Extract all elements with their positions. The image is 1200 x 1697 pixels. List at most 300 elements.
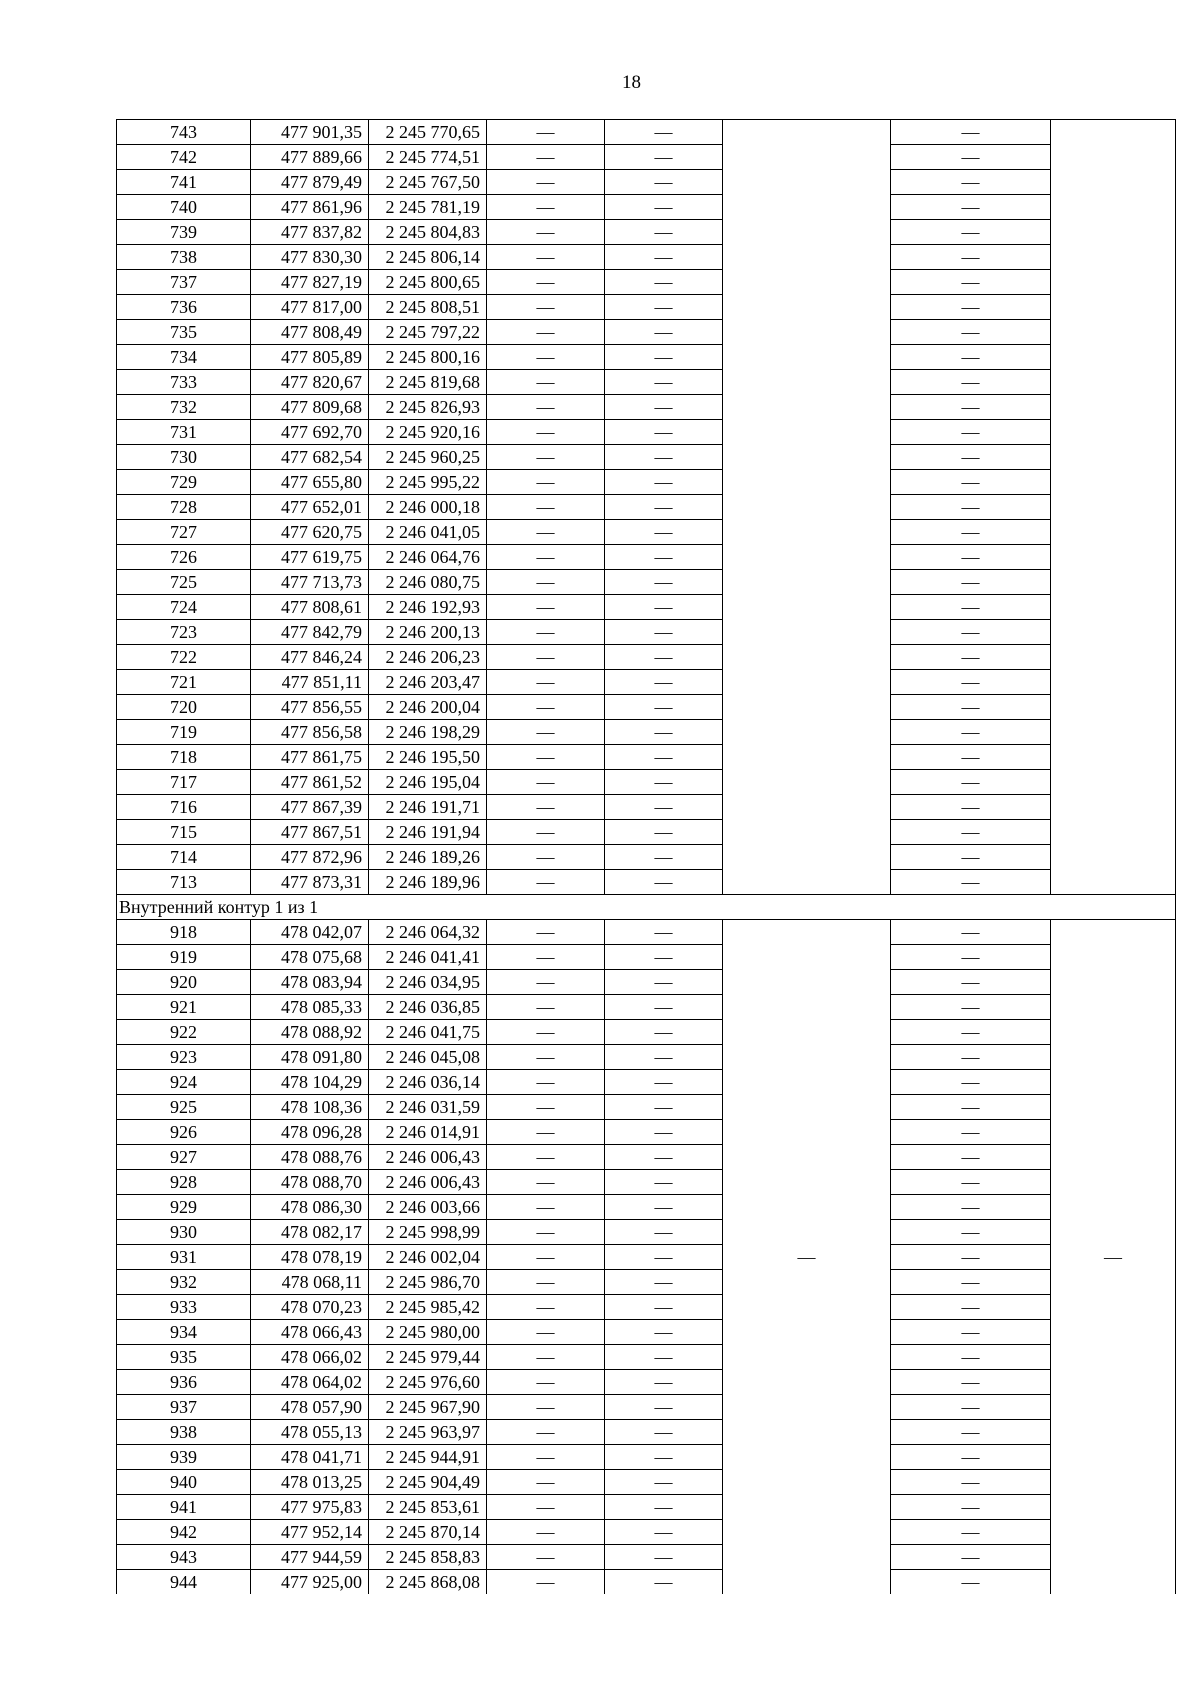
dash-cell: — [487, 870, 605, 895]
y-coordinate: 2 246 195,50 [369, 745, 487, 770]
y-coordinate: 2 245 960,25 [369, 445, 487, 470]
y-coordinate: 2 246 203,47 [369, 670, 487, 695]
dash-cell: — [891, 1320, 1051, 1345]
dash-cell: — [487, 1370, 605, 1395]
dash-cell: — [891, 1495, 1051, 1520]
dash-cell: — [605, 545, 723, 570]
y-coordinate: 2 246 064,76 [369, 545, 487, 570]
table-row [117, 1545, 1176, 1570]
dash-cell: — [487, 445, 605, 470]
y-coordinate: 2 245 826,93 [369, 395, 487, 420]
dash-cell: — [605, 1170, 723, 1195]
dash-cell: — [605, 220, 723, 245]
point-number: 936 [117, 1370, 251, 1395]
table-row [117, 1495, 1176, 1520]
point-number: 713 [117, 870, 251, 895]
dash-cell: — [891, 1420, 1051, 1445]
dash-cell: — [605, 1545, 723, 1570]
y-coordinate: 2 246 000,18 [369, 495, 487, 520]
dash-cell: — [487, 195, 605, 220]
point-number: 732 [117, 395, 251, 420]
dash-cell: — [605, 395, 723, 420]
dash-cell: — [605, 645, 723, 670]
x-coordinate: 477 889,66 [251, 145, 369, 170]
dash-cell: — [487, 295, 605, 320]
x-coordinate: 477 975,83 [251, 1495, 369, 1520]
dash-cell: — [487, 1320, 605, 1345]
point-number: 733 [117, 370, 251, 395]
dash-cell: — [487, 1295, 605, 1320]
y-coordinate: 2 245 998,99 [369, 1220, 487, 1245]
table-row [117, 1145, 1176, 1170]
x-coordinate: 477 820,67 [251, 370, 369, 395]
page-number: 18 [622, 72, 641, 93]
dash-cell: — [487, 245, 605, 270]
dash-cell: — [487, 1395, 605, 1420]
table-row [117, 445, 1176, 470]
point-number: 930 [117, 1220, 251, 1245]
dash-cell: — [891, 1195, 1051, 1220]
table-row [117, 1570, 1176, 1595]
dash-cell: — [605, 1220, 723, 1245]
y-coordinate: 2 245 800,16 [369, 345, 487, 370]
x-coordinate: 477 846,24 [251, 645, 369, 670]
dash-cell: — [487, 845, 605, 870]
dash-cell: — [891, 120, 1051, 145]
y-coordinate: 2 245 770,65 [369, 120, 487, 145]
dash-cell: — [487, 370, 605, 395]
section-row [117, 895, 1176, 920]
dash-cell: — [605, 1295, 723, 1320]
dash-cell: — [891, 595, 1051, 620]
x-coordinate: 478 108,36 [251, 1095, 369, 1120]
x-coordinate: 477 952,14 [251, 1520, 369, 1545]
dash-cell: — [605, 1420, 723, 1445]
x-coordinate: 477 944,59 [251, 1545, 369, 1570]
dash-cell: — [891, 795, 1051, 820]
x-coordinate: 477 652,01 [251, 495, 369, 520]
point-number: 922 [117, 1020, 251, 1045]
point-number: 716 [117, 795, 251, 820]
dash-cell: — [605, 1520, 723, 1545]
dash-cell: — [487, 1570, 605, 1595]
x-coordinate: 477 856,55 [251, 695, 369, 720]
point-number: 923 [117, 1045, 251, 1070]
y-coordinate: 2 245 819,68 [369, 370, 487, 395]
table-row [117, 1020, 1176, 1045]
dash-cell: — [605, 1245, 723, 1270]
y-coordinate: 2 246 041,05 [369, 520, 487, 545]
dash-cell: — [605, 795, 723, 820]
dash-cell: — [487, 995, 605, 1020]
point-number: 943 [117, 1545, 251, 1570]
dash-cell: — [891, 295, 1051, 320]
x-coordinate: 477 861,96 [251, 195, 369, 220]
y-coordinate: 2 245 853,61 [369, 1495, 487, 1520]
dash-cell: — [891, 1520, 1051, 1545]
table-row [117, 545, 1176, 570]
x-coordinate: 478 042,07 [251, 920, 369, 945]
dash-cell: — [487, 220, 605, 245]
x-coordinate: 478 088,76 [251, 1145, 369, 1170]
dash-cell: — [487, 145, 605, 170]
point-number: 937 [117, 1395, 251, 1420]
table-row [117, 1245, 1176, 1270]
dash-cell: — [891, 245, 1051, 270]
dash-cell: — [605, 345, 723, 370]
y-coordinate: 2 245 774,51 [369, 145, 487, 170]
table-row [117, 595, 1176, 620]
dash-cell: — [891, 720, 1051, 745]
dash-cell: — [891, 1345, 1051, 1370]
dash-cell: — [605, 1270, 723, 1295]
x-coordinate: 477 817,00 [251, 295, 369, 320]
point-number: 738 [117, 245, 251, 270]
y-coordinate: 2 246 006,43 [369, 1170, 487, 1195]
x-coordinate: 477 851,11 [251, 670, 369, 695]
x-coordinate: 477 809,68 [251, 395, 369, 420]
dash-cell: — [487, 1195, 605, 1220]
dash-cell: — [891, 1295, 1051, 1320]
y-coordinate: 2 245 963,97 [369, 1420, 487, 1445]
dash-cell: — [487, 970, 605, 995]
dash-cell: — [891, 745, 1051, 770]
table-row [117, 720, 1176, 745]
point-number: 740 [117, 195, 251, 220]
dash-cell: — [487, 1095, 605, 1120]
table-row [117, 170, 1176, 195]
point-number: 739 [117, 220, 251, 245]
dash-cell: — [605, 520, 723, 545]
y-coordinate: 2 246 206,23 [369, 645, 487, 670]
point-number: 920 [117, 970, 251, 995]
point-number: 726 [117, 545, 251, 570]
table-row [117, 645, 1176, 670]
y-coordinate: 2 245 986,70 [369, 1270, 487, 1295]
dash-cell: — [891, 270, 1051, 295]
table-row [117, 295, 1176, 320]
table-row [117, 945, 1176, 970]
point-number: 931 [117, 1245, 251, 1270]
dash-cell: — [891, 495, 1051, 520]
dash-cell: — [605, 1195, 723, 1220]
dash-cell: — [891, 645, 1051, 670]
point-number: 718 [117, 745, 251, 770]
point-number: 928 [117, 1170, 251, 1195]
dash-cell: — [891, 1095, 1051, 1120]
dash-cell: — [487, 1220, 605, 1245]
x-coordinate: 477 827,19 [251, 270, 369, 295]
dash-cell: — [487, 595, 605, 620]
dash-cell: — [605, 995, 723, 1020]
dash-cell: — [891, 570, 1051, 595]
table-row [117, 795, 1176, 820]
table-row [117, 395, 1176, 420]
inner-contour-rows [117, 920, 1176, 1595]
dash-cell: — [605, 1495, 723, 1520]
y-coordinate: 2 246 189,26 [369, 845, 487, 870]
x-coordinate: 478 086,30 [251, 1195, 369, 1220]
point-number: 941 [117, 1495, 251, 1520]
table-row [117, 870, 1176, 895]
table-row [117, 1445, 1176, 1470]
section-header [117, 895, 1176, 920]
dash-cell: — [605, 1095, 723, 1120]
point-number: 720 [117, 695, 251, 720]
dash-cell: — [891, 1445, 1051, 1470]
y-coordinate: 2 245 781,19 [369, 195, 487, 220]
point-number: 935 [117, 1345, 251, 1370]
x-coordinate: 478 083,94 [251, 970, 369, 995]
table-row [117, 495, 1176, 520]
point-number: 933 [117, 1295, 251, 1320]
table-row [117, 970, 1176, 995]
dash-cell: — [605, 1145, 723, 1170]
dash-cell: — [605, 170, 723, 195]
x-coordinate: 478 088,92 [251, 1020, 369, 1045]
x-coordinate: 478 066,02 [251, 1345, 369, 1370]
table-row [117, 1270, 1176, 1295]
x-coordinate: 478 057,90 [251, 1395, 369, 1420]
table-row [117, 745, 1176, 770]
table-row [117, 195, 1176, 220]
dash-cell: — [891, 920, 1051, 945]
dash-cell: — [487, 320, 605, 345]
dash-cell: — [891, 1120, 1051, 1145]
dash-cell: — [487, 270, 605, 295]
inner-merged-cell: — [723, 920, 891, 1595]
point-number: 719 [117, 720, 251, 745]
dash-cell: — [891, 620, 1051, 645]
dash-cell: — [605, 495, 723, 520]
point-number: 919 [117, 945, 251, 970]
dash-cell: — [487, 520, 605, 545]
table-row [117, 470, 1176, 495]
dash-cell: — [891, 345, 1051, 370]
dash-cell: — [605, 420, 723, 445]
dash-cell: — [891, 970, 1051, 995]
y-coordinate: 2 245 767,50 [369, 170, 487, 195]
y-coordinate: 2 246 200,04 [369, 695, 487, 720]
dash-cell: — [487, 1170, 605, 1195]
table-row [117, 145, 1176, 170]
table-row [117, 1095, 1176, 1120]
dash-cell: — [605, 745, 723, 770]
table-row [117, 245, 1176, 270]
table-row [117, 570, 1176, 595]
table-row [117, 820, 1176, 845]
x-coordinate: 477 925,00 [251, 1570, 369, 1595]
dash-cell: — [891, 1470, 1051, 1495]
x-coordinate: 477 856,58 [251, 720, 369, 745]
y-coordinate: 2 246 189,96 [369, 870, 487, 895]
y-coordinate: 2 245 976,60 [369, 1370, 487, 1395]
table-row [117, 920, 1176, 945]
x-coordinate: 478 096,28 [251, 1120, 369, 1145]
point-number: 934 [117, 1320, 251, 1345]
dash-cell: — [891, 145, 1051, 170]
x-coordinate: 477 867,51 [251, 820, 369, 845]
x-coordinate: 477 808,49 [251, 320, 369, 345]
table-row [117, 1470, 1176, 1495]
y-coordinate: 2 246 034,95 [369, 970, 487, 995]
dash-cell: — [891, 320, 1051, 345]
table-row [117, 1120, 1176, 1145]
dash-cell: — [891, 1170, 1051, 1195]
x-coordinate: 477 655,80 [251, 470, 369, 495]
y-coordinate: 2 245 980,00 [369, 1320, 487, 1345]
dash-cell: — [605, 1345, 723, 1370]
dash-cell: — [605, 945, 723, 970]
dash-cell: — [891, 845, 1051, 870]
dash-cell: — [487, 945, 605, 970]
point-number: 722 [117, 645, 251, 670]
table-row [117, 1195, 1176, 1220]
x-coordinate: 478 088,70 [251, 1170, 369, 1195]
x-coordinate: 477 692,70 [251, 420, 369, 445]
point-number: 918 [117, 920, 251, 945]
y-coordinate: 2 246 064,32 [369, 920, 487, 945]
y-coordinate: 2 245 985,42 [369, 1295, 487, 1320]
y-coordinate: 2 245 868,08 [369, 1570, 487, 1595]
point-number: 727 [117, 520, 251, 545]
table-row [117, 520, 1176, 545]
dash-cell: — [891, 1570, 1051, 1595]
outer-contour-rows [117, 120, 1176, 895]
x-coordinate: 477 619,75 [251, 545, 369, 570]
dash-cell: — [891, 1220, 1051, 1245]
x-coordinate: 478 104,29 [251, 1070, 369, 1095]
table-row [117, 695, 1176, 720]
point-number: 724 [117, 595, 251, 620]
dash-cell: — [487, 1070, 605, 1095]
y-coordinate: 2 246 041,75 [369, 1020, 487, 1045]
dash-cell: — [891, 1395, 1051, 1420]
point-number: 940 [117, 1470, 251, 1495]
dash-cell: — [605, 1070, 723, 1095]
dash-cell: — [605, 470, 723, 495]
dash-cell: — [605, 120, 723, 145]
dash-cell: — [487, 1445, 605, 1470]
x-coordinate: 478 075,68 [251, 945, 369, 970]
point-number: 743 [117, 120, 251, 145]
dash-cell: — [605, 270, 723, 295]
dash-cell: — [605, 295, 723, 320]
y-coordinate: 2 246 031,59 [369, 1095, 487, 1120]
dash-cell: — [605, 1445, 723, 1470]
dash-cell: — [891, 220, 1051, 245]
point-number: 729 [117, 470, 251, 495]
x-coordinate: 478 082,17 [251, 1220, 369, 1245]
dash-cell: — [487, 1345, 605, 1370]
x-coordinate: 477 861,52 [251, 770, 369, 795]
dash-cell: — [891, 395, 1051, 420]
point-number: 924 [117, 1070, 251, 1095]
section-label: Внутренний контур 1 из 1 [117, 895, 1176, 920]
dash-cell: — [487, 345, 605, 370]
dash-cell: — [891, 945, 1051, 970]
x-coordinate: 477 867,39 [251, 795, 369, 820]
dash-cell: — [891, 1545, 1051, 1570]
dash-cell: — [891, 1045, 1051, 1070]
point-number: 714 [117, 845, 251, 870]
point-number: 938 [117, 1420, 251, 1445]
dash-cell: — [487, 495, 605, 520]
table-row [117, 220, 1176, 245]
table-row [117, 770, 1176, 795]
x-coordinate: 477 682,54 [251, 445, 369, 470]
x-coordinate: 477 861,75 [251, 745, 369, 770]
y-coordinate: 2 246 192,93 [369, 595, 487, 620]
table-row [117, 120, 1176, 145]
table-row [117, 420, 1176, 445]
dash-cell: — [891, 370, 1051, 395]
point-number: 730 [117, 445, 251, 470]
y-coordinate: 2 245 808,51 [369, 295, 487, 320]
y-coordinate: 2 245 858,83 [369, 1545, 487, 1570]
dash-cell: — [605, 770, 723, 795]
point-number: 736 [117, 295, 251, 320]
dash-cell: — [487, 620, 605, 645]
x-coordinate: 478 055,13 [251, 1420, 369, 1445]
point-number: 741 [117, 170, 251, 195]
y-coordinate: 2 246 045,08 [369, 1045, 487, 1070]
x-coordinate: 477 837,82 [251, 220, 369, 245]
dash-cell: — [891, 420, 1051, 445]
x-coordinate: 477 873,31 [251, 870, 369, 895]
table-row [117, 320, 1176, 345]
dash-cell: — [487, 1020, 605, 1045]
table-row [117, 1345, 1176, 1370]
point-number: 929 [117, 1195, 251, 1220]
y-coordinate: 2 245 800,65 [369, 270, 487, 295]
table-row [117, 370, 1176, 395]
point-number: 723 [117, 620, 251, 645]
dash-cell: — [891, 445, 1051, 470]
y-coordinate: 2 245 995,22 [369, 470, 487, 495]
dash-cell: — [605, 320, 723, 345]
x-coordinate: 478 066,43 [251, 1320, 369, 1345]
dash-cell: — [487, 1120, 605, 1145]
dash-cell: — [487, 745, 605, 770]
dash-cell: — [605, 1570, 723, 1595]
point-number: 734 [117, 345, 251, 370]
table-row [117, 1070, 1176, 1095]
y-coordinate: 2 246 200,13 [369, 620, 487, 645]
dash-cell: — [605, 370, 723, 395]
y-coordinate: 2 245 797,22 [369, 320, 487, 345]
y-coordinate: 2 246 191,71 [369, 795, 487, 820]
y-coordinate: 2 245 979,44 [369, 1345, 487, 1370]
dash-cell: — [891, 995, 1051, 1020]
x-coordinate: 477 713,73 [251, 570, 369, 595]
dash-cell: — [605, 845, 723, 870]
dash-cell: — [605, 145, 723, 170]
point-number: 944 [117, 1570, 251, 1595]
table-row [117, 1045, 1176, 1070]
dash-cell: — [605, 1320, 723, 1345]
x-coordinate: 477 842,79 [251, 620, 369, 645]
dash-cell: — [605, 720, 723, 745]
y-coordinate: 2 245 904,49 [369, 1470, 487, 1495]
dash-cell: — [487, 670, 605, 695]
dash-cell: — [891, 1145, 1051, 1170]
x-coordinate: 478 068,11 [251, 1270, 369, 1295]
y-coordinate: 2 246 036,14 [369, 1070, 487, 1095]
dash-cell: — [605, 1395, 723, 1420]
dash-cell: — [605, 595, 723, 620]
dash-cell: — [605, 620, 723, 645]
